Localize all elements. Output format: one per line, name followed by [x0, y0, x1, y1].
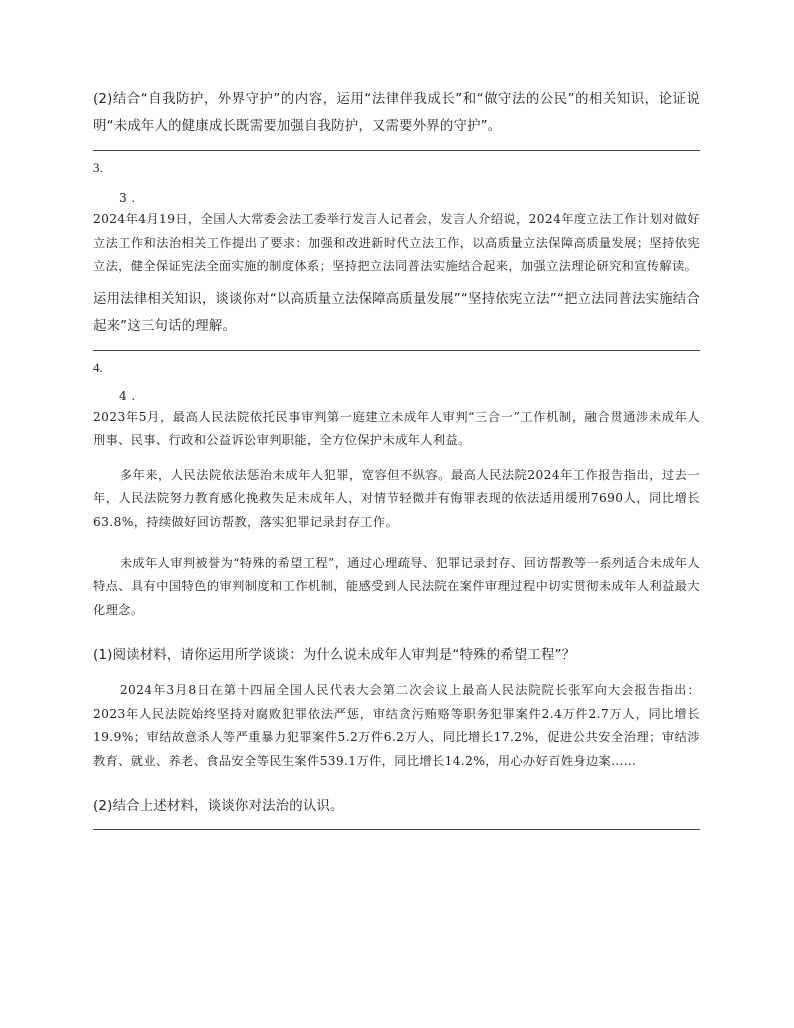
q3-material: 2024年4月19日，全国人大常委会法工委举行发言人记者会，发言人介绍说，2024年度立法工作计划对做好立法工作和法治相关工作提出了要求：加强和改进新时代立法工作，以高质量立法保障高质量发展；坚持依宪立法，健全保证宪法全面实施的制度体系；坚持把立法同普法实施结合起来，加强立法理论研究和宣传解读。	[93, 212, 700, 274]
q4-material-paragraph-1: 2023年5月，最高人民法院依托民事审判第一庭建立未成年人审判“三合一”工作机制，融合贯通涉未成年人刑事、民事、行政和公益诉讼审判职能，全方位保护未成年人利益。	[93, 410, 700, 448]
q4-material-number: 4 .	[119, 388, 136, 403]
q3-number: 3.	[93, 160, 103, 175]
q3-question: 运用法律相关知识，谈谈你对“以高质量立法保障高质量发展”“坚持依宪立法”“把立法同普法实施结合起来”这三句话的理解。	[93, 291, 700, 334]
divider	[93, 150, 700, 151]
q2-part2-question: (2)结合“自我防护，外界守护”的内容，运用“法律伴我成长”和“做守法的公民”的相关知识，论证说明“未成年人的健康成长既需要加强自我防护，又需要外界的守护”。	[93, 92, 700, 134]
q3-material-number: 3 .	[119, 191, 136, 205]
q4-question-2: (2)结合上述材料，谈谈你对法治的认识。	[93, 798, 344, 814]
q4-material-paragraph-4: 2024年3月8日在第十四届全国人民代表大会第二次会议上最高人民法院院长张军向大会报告指出：2023年人民法院始终坚持对腐败犯罪依法严惩，审结贪污贿赂等职务犯罪案件2.4万件2.7万人，同比增长19.9%；审结故意杀人等严重暴力犯罪案件5.2万件6.2万人，同比增长17.2%，促进公共安全治理；审结涉教育、就业、养老、食品安全等民生案件539.1万件，同比增长14.2%，用心办好百姓身边案……	[93, 683, 700, 768]
q4-number: 4.	[93, 359, 103, 375]
q4-question-1: (1)阅读材料，请你运用所学谈谈：为什么说未成年人审判是“特殊的希望工程”？	[93, 648, 576, 664]
divider	[93, 350, 700, 351]
q4-material-paragraph-2: 多年来，人民法院依法惩治未成年人犯罪，宽容但不纵容。最高人民法院2024年工作报告指出，过去一年，人民法院努力教育感化挽救失足未成年人，对情节轻微并有悔罪表现的依法适用缓刑7690人，同比增长63.8%，持续做好回访帮教，落实犯罪记录封存工作。	[93, 467, 700, 529]
q4-material-paragraph-3: 未成年人审判被誉为“特殊的希望工程”，通过心理疏导、犯罪记录封存、回访帮教等一系列适合未成年人特点、具有中国特色的审判制度和工作机制，能感受到人民法院在案件审理过程中切实贯彻未成年人利益最大化理念。	[93, 556, 700, 617]
worksheet-page	[93, 86, 700, 830]
divider	[93, 829, 700, 830]
